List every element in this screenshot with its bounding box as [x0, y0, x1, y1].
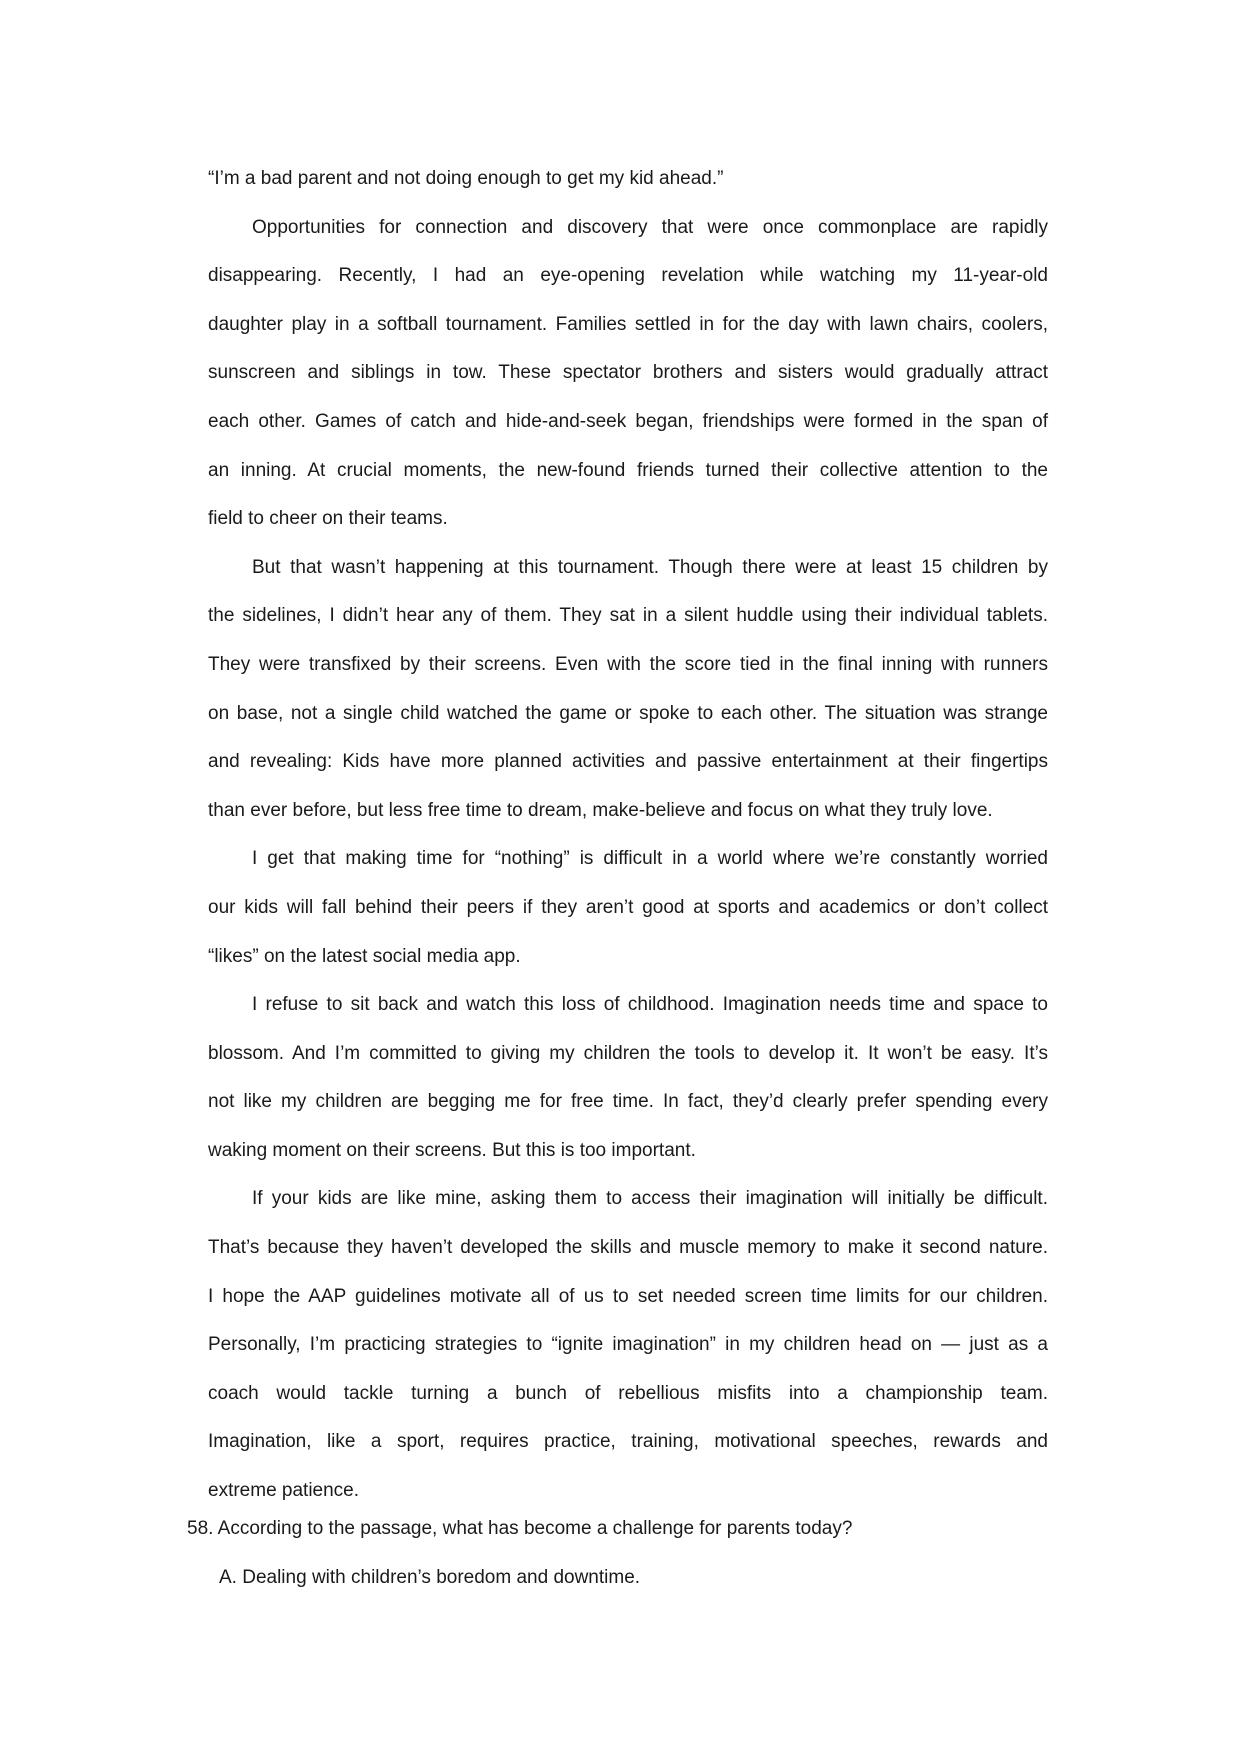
- passage-line: Opportunities for connection and discovery that were once commonplace are rapidly: [252, 216, 1048, 238]
- passage-line: not like my children are begging me for free time. In fact, they’d clearly prefer spending every: [208, 1091, 1048, 1113]
- passage-line: an inning. At crucial moments, the new-found friends turned their collective attention to the: [208, 459, 1048, 481]
- passage-line: Imagination, like a sport, requires practice, training, motivational speeches, rewards and: [208, 1431, 1048, 1453]
- passage-line: each other. Games of catch and hide-and-seek began, friendships were formed in the span of: [208, 410, 1048, 432]
- passage-line: “likes” on the latest social media app.: [208, 945, 521, 967]
- passage-line: than ever before, but less free time to dream, make-believe and focus on what they truly love.: [208, 799, 993, 821]
- question-58: [187, 1505, 1067, 1602]
- passage-line: That’s because they haven’t developed the skills and muscle memory to make it second nature.: [208, 1237, 1048, 1259]
- passage-line: They were transfixed by their screens. Even with the score tied in the final inning with runners: [208, 653, 1048, 675]
- passage-line: blossom. And I’m committed to giving my children the tools to develop it. It won’t be easy. It’s: [208, 1042, 1048, 1064]
- passage-line: I refuse to sit back and watch this loss of childhood. Imagination needs time and space to: [252, 994, 1048, 1016]
- passage-line: sunscreen and siblings in tow. These spectator brothers and sisters would gradually attract: [208, 362, 1048, 384]
- passage-line: If your kids are like mine, asking them to access their imagination will initially be difficult.: [252, 1188, 1048, 1210]
- passage-line: our kids will fall behind their peers if they aren’t good at sports and academics or don’t collect: [208, 896, 1048, 918]
- answer-option-a: A. Dealing with children’s boredom and downtime.: [219, 1566, 641, 1588]
- passage-line: But that wasn’t happening at this tournament. Though there were at least 15 children by: [252, 556, 1048, 578]
- passage-line: extreme patience.: [208, 1480, 360, 1502]
- passage-line: I hope the AAP guidelines motivate all of us to set needed screen time limits for our children.: [208, 1285, 1048, 1307]
- passage-line: the sidelines, I didn’t hear any of them. They sat in a silent huddle using their individual tablets.: [208, 605, 1048, 627]
- reading-passage: [208, 155, 1048, 1516]
- question-stem: 58. According to the passage, what has become a challenge for parents today?: [187, 1518, 853, 1539]
- passage-line: disappearing. Recently, I had an eye-opening revelation while watching my 11-year-old: [208, 265, 1048, 287]
- passage-line: on base, not a single child watched the game or spoke to each other. The situation was strange: [208, 702, 1048, 724]
- passage-line: Personally, I’m practicing strategies to “ignite imagination” in my children head on — just as a: [208, 1334, 1048, 1356]
- passage-line: and revealing: Kids have more planned activities and passive entertainment at their fingertips: [208, 751, 1048, 773]
- passage-line: “I’m a bad parent and not doing enough to get my kid ahead.”: [208, 168, 724, 189]
- passage-line: I get that making time for “nothing” is difficult in a world where we’re constantly worried: [252, 848, 1048, 870]
- passage-line: waking moment on their screens. But this is too important.: [208, 1139, 696, 1161]
- passage-line: coach would tackle turning a bunch of rebellious misfits into a championship team.: [208, 1382, 1048, 1404]
- passage-line: field to cheer on their teams.: [208, 508, 448, 530]
- passage-line: daughter play in a softball tournament. Families settled in for the day with lawn chairs, coolers,: [208, 313, 1048, 335]
